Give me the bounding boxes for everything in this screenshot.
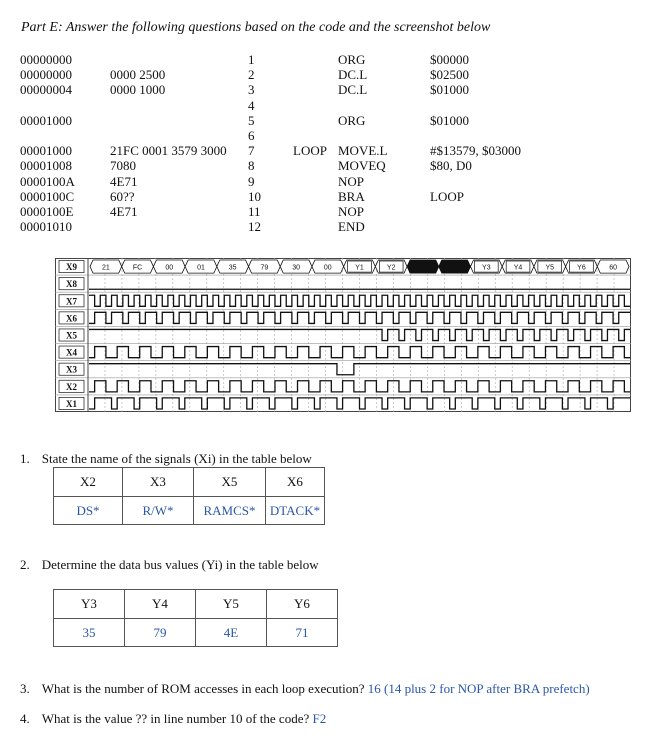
- data-bus-header-cell: Y6: [267, 590, 338, 619]
- question-3: 3. What is the number of ROM accesses in each loop execution? 16 (14 plus 2 for NOP after BRA prefetch): [20, 681, 590, 696]
- data-bus-answer-cell: 79: [125, 619, 196, 647]
- signal-label: X7: [66, 296, 77, 307]
- bus-value: FC: [132, 264, 143, 272]
- code-operand: $02500: [430, 67, 469, 83]
- data-bus-answer-cell: 71: [267, 619, 338, 647]
- code-line-number: 7: [248, 143, 255, 159]
- code-address: 00001010: [20, 219, 72, 235]
- code-address: 00001008: [20, 158, 72, 174]
- bus-segment: [439, 260, 471, 273]
- code-address: 00001000: [20, 143, 72, 159]
- bus-value: 01: [197, 264, 205, 272]
- signal-label: X6: [66, 313, 77, 324]
- code-line-number: 1: [248, 52, 255, 67]
- signals-answer-cell: DTACK*: [266, 497, 325, 525]
- code-hex: 4E71: [110, 173, 138, 189]
- code-operand: $01000: [430, 82, 469, 98]
- code-address: 0000100E: [20, 204, 74, 219]
- code-opcode: BRA: [338, 188, 365, 204]
- code-hex: 0000 1000: [110, 82, 166, 98]
- code-opcode: NOP: [338, 173, 365, 189]
- bus-value: Y3: [482, 264, 491, 272]
- signal-label: X8: [66, 279, 77, 290]
- code-line-number: 12: [248, 219, 261, 235]
- question-3-text: What is the number of ROM accesses in each loop execution?: [41, 681, 365, 696]
- code-hex: 4E71: [110, 204, 138, 219]
- signals-header-cell: X5: [194, 468, 266, 497]
- data-bus-answer-cell: 4E: [196, 619, 267, 647]
- bus-value: 79: [260, 264, 269, 272]
- code-line-number: 2: [248, 67, 255, 83]
- code-hex: 21FC 0001 3579 3000: [110, 143, 227, 159]
- question-2-text: Determine the data bus values (Yi) in the table below: [41, 557, 319, 572]
- bus-value: Y2: [386, 264, 396, 272]
- bus-value: 00: [165, 264, 174, 272]
- signal-label: X2: [66, 381, 77, 392]
- signal-label: X9: [66, 262, 77, 273]
- timing-diagram: [55, 258, 631, 412]
- code-line-number: 10: [248, 188, 261, 204]
- data-bus-header-cell: Y3: [54, 590, 125, 619]
- bus-value: Y5: [545, 264, 555, 272]
- code-operand: $01000: [430, 112, 469, 128]
- code-address: 00000004: [20, 82, 72, 98]
- question-1: 1. State the name of the signals (Xi) in the table below: [20, 451, 312, 466]
- code-opcode: MOVEQ: [338, 158, 386, 174]
- code-line-number: 11: [248, 204, 261, 219]
- code-opcode: ORG: [338, 52, 366, 67]
- data-bus-table: [53, 589, 338, 647]
- code-opcode: END: [338, 219, 365, 235]
- code-address: 0000100C: [20, 188, 75, 204]
- bus-value: 21: [101, 264, 110, 272]
- signals-answer-cell: RAMCS*: [194, 497, 266, 525]
- code-line-number: 5: [248, 112, 255, 128]
- bus-segment: [407, 260, 439, 273]
- bus-value: 60: [609, 264, 618, 272]
- bus-value: 30: [292, 264, 300, 272]
- code-hex: 0000 2500: [110, 67, 166, 83]
- code-operand: #$13579, $03000: [430, 143, 521, 159]
- signals-answer-cell: DS*: [54, 497, 123, 525]
- signals-answer-cell: R/W*: [123, 497, 194, 525]
- question-4: 4. What is the value ?? in line number 10 of the code? F2: [20, 711, 327, 726]
- signals-header-cell: X2: [54, 468, 123, 497]
- signals-header-cell: X6: [266, 468, 325, 497]
- code-opcode: DC.L: [338, 67, 368, 83]
- code-label: LOOP: [293, 143, 327, 159]
- question-4-answer: F2: [312, 711, 327, 726]
- question-1-text: State the name of the signals (Xi) in the table below: [41, 451, 312, 466]
- code-address: 00001000: [20, 112, 72, 128]
- code-address: 00000000: [20, 52, 72, 67]
- code-operand: $00000: [430, 52, 469, 67]
- code-line-number: 3: [248, 82, 255, 98]
- bus-value: Y1: [355, 264, 364, 272]
- question-3-answer: 16 (14 plus 2 for NOP after BRA prefetch): [367, 681, 590, 696]
- bus-value: 35: [228, 264, 237, 272]
- data-bus-header-cell: Y4: [125, 590, 196, 619]
- code-address: 00000000: [20, 67, 72, 83]
- signals-table: [53, 467, 325, 525]
- question-4-text: What is the value ?? in line number 10 of the code?: [41, 711, 310, 726]
- code-hex: 7080: [110, 158, 136, 174]
- code-operand: LOOP: [430, 188, 464, 204]
- code-line-number: 6: [248, 128, 255, 143]
- bus-value: Y6: [577, 264, 586, 272]
- signal-label: X1: [66, 398, 77, 409]
- signal-label: X3: [66, 364, 77, 375]
- page-title: Part E: Answer the following questions based on the code and the screenshot below: [21, 20, 491, 35]
- question-2: 2. Determine the data bus values (Yi) in the table below: [20, 557, 319, 572]
- code-opcode: NOP: [338, 204, 365, 219]
- code-line-number: 8: [248, 158, 255, 174]
- code-hex: 60??: [110, 188, 135, 204]
- data-bus-header-cell: Y5: [196, 590, 267, 619]
- data-bus-answer-cell: 35: [54, 619, 125, 647]
- code-line-number: 9: [248, 173, 255, 189]
- code-opcode: ORG: [338, 112, 366, 128]
- bus-value: 00: [323, 264, 332, 272]
- signal-label: X5: [66, 330, 77, 341]
- bus-value: Y4: [513, 264, 523, 272]
- code-operand: $80, D0: [430, 158, 472, 174]
- code-line-number: 4: [248, 97, 255, 113]
- signal-label: X4: [66, 347, 77, 358]
- code-address: 0000100A: [20, 173, 75, 189]
- code-opcode: MOVE.L: [338, 143, 388, 159]
- code-opcode: DC.L: [338, 82, 368, 98]
- signals-header-cell: X3: [123, 468, 194, 497]
